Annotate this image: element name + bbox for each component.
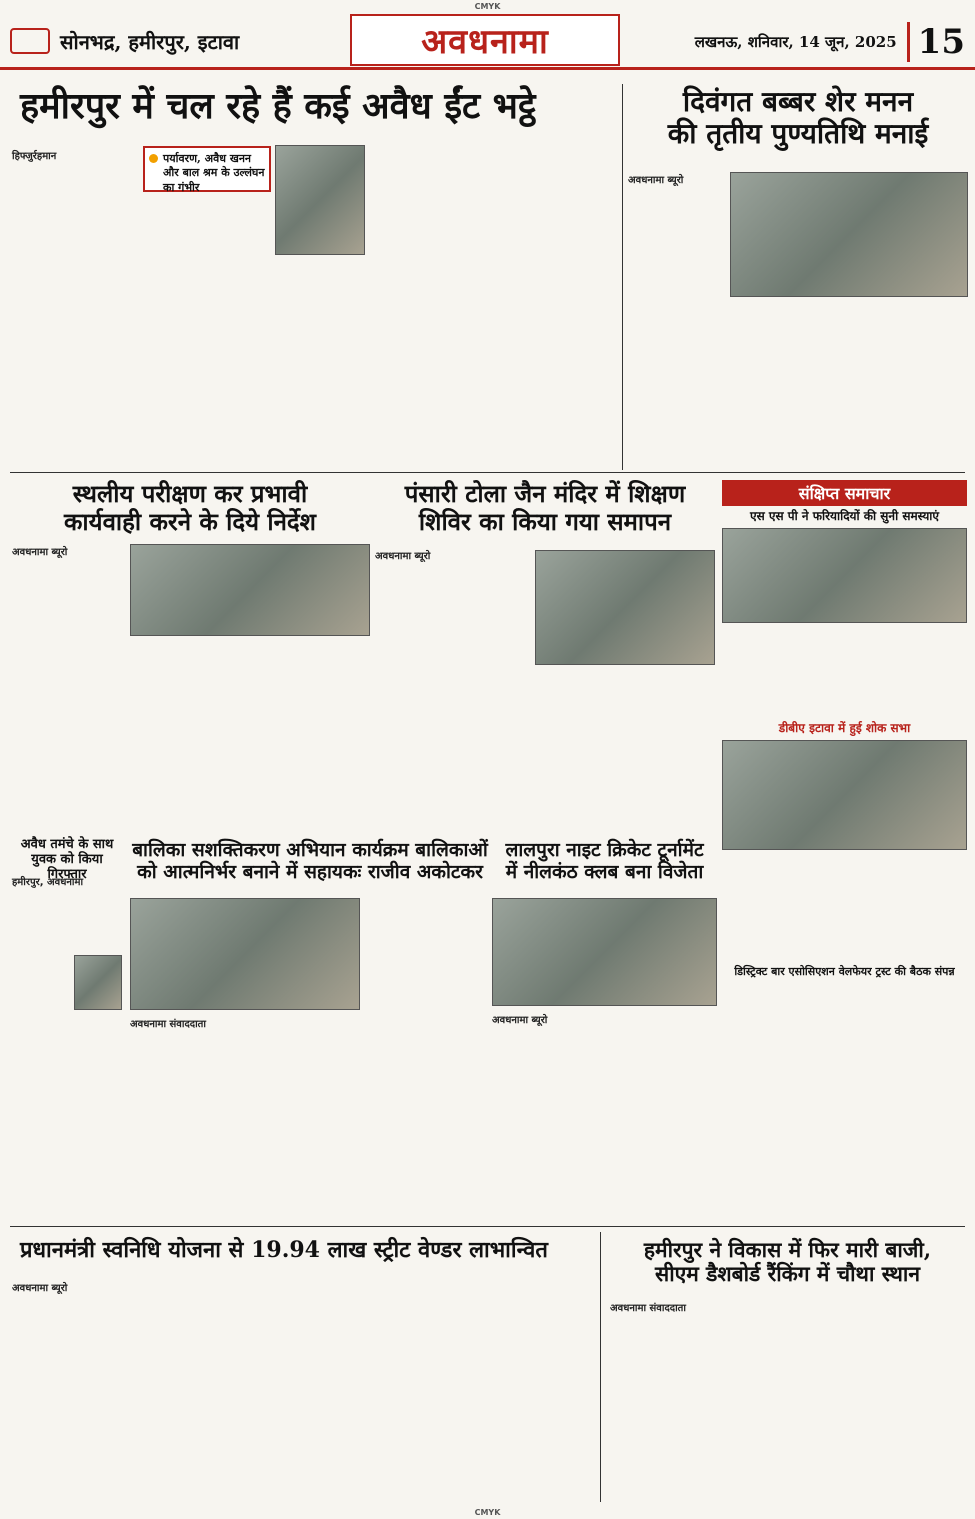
lion-col-1 xyxy=(628,186,728,470)
brick-kilns-headline: हमीरपुर में चल रहे हैं कई अवैध ईंट भट्ठे xyxy=(20,85,536,127)
region-label: सोनभद्र, हमीरपुर, इटावा xyxy=(60,29,240,54)
brick-kilns-col-5 xyxy=(508,150,618,467)
sp-body xyxy=(722,628,967,718)
cmyk-mark-bottom: CMYK xyxy=(474,1508,501,1517)
page-number: 15 xyxy=(907,22,965,62)
lion-headline-line-1: दिवंगत बब्बर शेर मनन xyxy=(682,85,914,118)
brick-kilns-col-3 xyxy=(268,260,383,467)
dashboard-col-2 xyxy=(727,1300,842,1496)
inspection-col-2 xyxy=(130,640,245,830)
sp-headline: एस एस पी ने फरियादियों की सुनी समस्याएं xyxy=(749,509,940,523)
accused-photo xyxy=(74,955,122,1010)
section-divider xyxy=(10,472,965,473)
news-brief-title: संक्षिप्त समाचार xyxy=(722,480,967,506)
arrest-byline: हमीरपुर, अवधनामा xyxy=(12,877,84,888)
jain-camp-headline xyxy=(375,480,715,535)
svanidhi-col-3 xyxy=(232,1280,338,1496)
lion-col-2 xyxy=(732,302,847,470)
svanidhi-col-5 xyxy=(452,1280,558,1496)
cmyk-mark-top: CMYK xyxy=(474,2,501,11)
lion-headline-line-2: की तृतीय पुण्यतिथि मनाई xyxy=(667,117,929,151)
dashboard-headline-line-1: हमीरपुर ने विकास में फिर मारी बाजी, xyxy=(643,1237,932,1262)
condolence-meeting-photo xyxy=(722,740,967,850)
cricket-byline: अवधनामा ब्यूरो xyxy=(492,1015,548,1026)
dashboard-col-3 xyxy=(847,1300,965,1496)
logo-text: अवधनामा xyxy=(421,22,549,62)
cricket-col-1 xyxy=(492,1026,602,1222)
masthead-info xyxy=(695,22,965,62)
empowerment-col-1 xyxy=(130,1030,240,1222)
arrest-body xyxy=(12,888,122,1220)
empowerment-col-2 xyxy=(245,1030,360,1222)
jain-camp-photo xyxy=(535,550,715,665)
section-divider-bottom xyxy=(10,1226,965,1227)
lion-tribute-photo xyxy=(730,172,968,297)
sp-hearing-photo xyxy=(722,528,967,623)
svanidhi-headline: प्रधानमंत्री स्वनिधि योजना से 19.94 लाख स्ट्रीट वेण्डर लाभान्वित xyxy=(20,1237,548,1263)
cricket-headline-line-1: लालपुरा नाइट क्रिकेट टूर्नामेंट xyxy=(505,839,704,861)
empowerment-headline xyxy=(130,840,490,884)
inspection-byline: अवधनामा ब्यूरो xyxy=(12,547,68,558)
cricket-headline-line-2: में नीलकंठ क्लब बना विजेता xyxy=(505,860,704,883)
empowerment-photo xyxy=(130,898,360,1010)
jain-camp-col-3 xyxy=(606,670,716,830)
inspection-col-3 xyxy=(250,640,370,830)
trust-body xyxy=(722,984,967,1224)
dashboard-headline-line-2: सीएम डैशबोर्ड रैंकिंग में चौथा स्थान xyxy=(655,1261,920,1287)
jain-camp-headline-line-1: पंसारी टोला जैन मंदिर में शिक्षण xyxy=(404,479,686,508)
column-divider-bottom xyxy=(600,1232,601,1502)
masthead-region xyxy=(10,26,310,56)
svanidhi-col-2 xyxy=(122,1280,228,1496)
jain-camp-byline: अवधनामा ब्यूरो xyxy=(375,551,431,562)
date-line: लखनऊ, शनिवार, 14 जून, 2025 xyxy=(694,33,897,51)
svanidhi-col-4 xyxy=(342,1280,448,1496)
column-divider xyxy=(622,84,623,470)
brick-kilns-byline: हिफ्जुर्रहमान xyxy=(12,151,57,162)
brick-kiln-photo xyxy=(275,145,365,255)
jain-camp-col-1 xyxy=(375,562,487,830)
dbi-body xyxy=(722,855,967,963)
empowerment-byline: अवधनामा संवाददाता xyxy=(130,1019,206,1030)
jain-camp-headline-line-2: शिविर का किया गया समापन xyxy=(418,506,672,536)
cricket-team-photo xyxy=(492,898,717,1006)
svanidhi-byline: अवधनामा ब्यूरो xyxy=(12,1283,68,1294)
arrest-headline-line-2: युवक को किया गिरफ्तार xyxy=(31,851,103,882)
inspection-col-1 xyxy=(12,560,124,830)
masthead xyxy=(0,12,975,70)
dashboard-byline: अवधनामा संवाददाता xyxy=(610,1303,686,1314)
inspection-meeting-photo xyxy=(130,544,370,636)
ornament-icon xyxy=(10,28,50,54)
brick-kilns-callout: पर्यावरण, अवैध खनन और बाल श्रम के उल्लंघन का गंभीर xyxy=(143,146,271,192)
inspection-headline-line-1: स्थलीय परीक्षण कर प्रभावी xyxy=(72,479,308,508)
trust-headline: डिस्ट्रिक्ट बार एसोसिएशन वेलफेयर ट्रस्ट की बैठक संपन्न xyxy=(734,965,955,978)
inspection-headline-line-2: कार्यवाही करने के दिये निर्देश xyxy=(64,506,316,536)
empowerment-headline-line-1: बालिका सशक्तिकरण अभियान कार्यक्रम बालिकाओं xyxy=(132,839,488,861)
brick-kilns-col-4 xyxy=(388,150,503,467)
svanidhi-col-1 xyxy=(12,1296,118,1496)
dashboard-col-1 xyxy=(610,1314,722,1496)
empowerment-headline-line-2: को आत्मनिर्भर बनाने में सहायकः राजीव अकोटकर xyxy=(137,860,483,883)
brick-kilns-col-1 xyxy=(12,162,137,467)
lion-byline: अवधनामा ब्यूरो xyxy=(628,175,684,186)
arrest-headline-line-1: अवैध तमंचे के साथ xyxy=(20,837,114,852)
lion-headline xyxy=(628,86,968,150)
empowerment-col-3 xyxy=(365,898,485,1222)
newspaper-logo xyxy=(350,14,620,66)
inspection-headline xyxy=(20,480,360,535)
cricket-headline xyxy=(492,840,717,884)
lion-col-3 xyxy=(852,302,968,470)
brick-kilns-col-2 xyxy=(143,260,263,467)
jain-camp-col-2 xyxy=(492,670,602,830)
cricket-col-2 xyxy=(606,1026,716,1222)
dashboard-headline xyxy=(610,1238,965,1286)
dbi-headline: डीबीए इटावा में हुई शोक सभा xyxy=(778,721,911,735)
